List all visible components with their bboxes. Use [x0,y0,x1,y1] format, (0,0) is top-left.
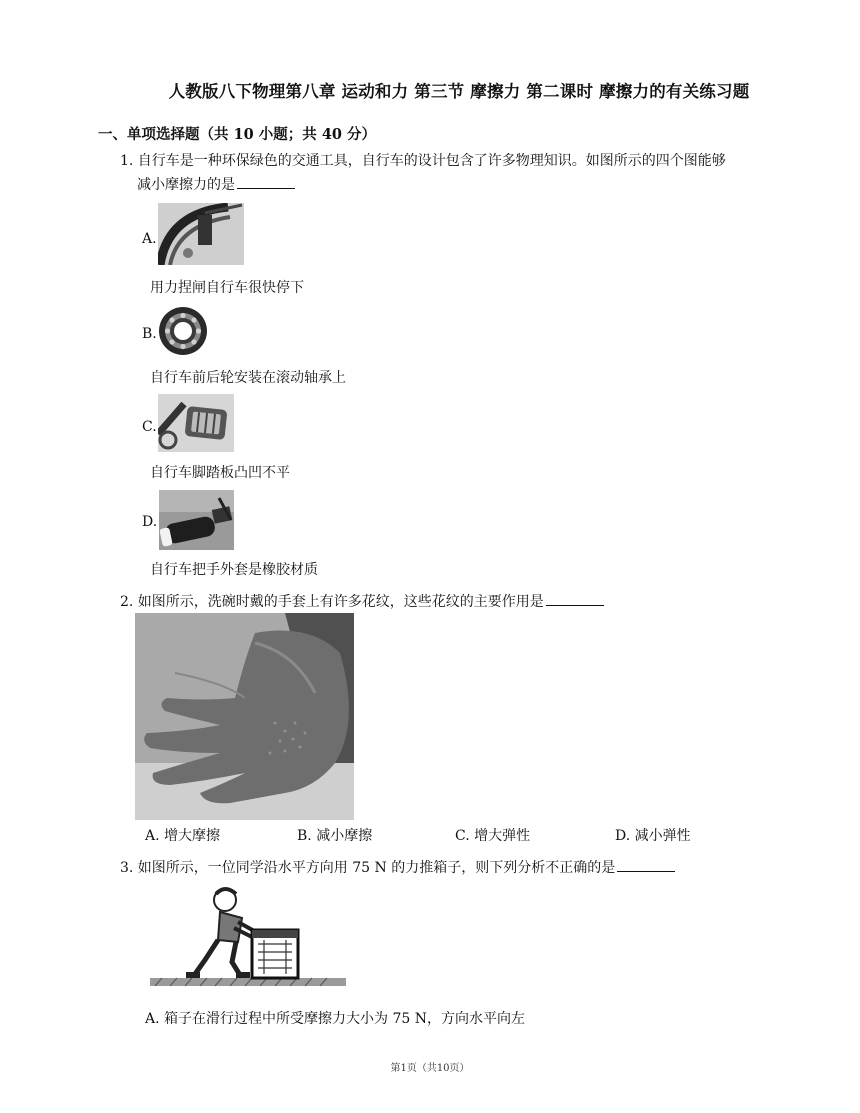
q1-option-d-letter: D. [142,514,158,530]
question-1-line-1: 1. 自行车是一种环保绿色的交通工具，自行车的设计包含了许多物理知识。如图所示的四个图能够 [120,153,726,169]
q2-option-c: C. 增大弹性 [455,828,531,844]
question-2-text: 2. 如图所示，洗碗时戴的手套上有许多花纹，这些花纹的主要作用是 [120,594,544,610]
answer-blank [617,857,675,872]
q2-option-d: D. 减小弹性 [615,828,691,844]
q2-option-a: A. 增大摩擦 [145,828,221,844]
boy-pushing-box-image [150,882,346,990]
q1-option-d-caption: 自行车把手外套是橡胶材质 [150,562,318,578]
answer-blank [237,174,295,189]
handlebar-grip-image [159,490,234,550]
page-title: 人教版八下物理第八章 运动和力 第三节 摩擦力 第二课时 摩擦力的有关练习题 [168,82,750,101]
q1-option-a-letter: A. [142,231,157,247]
rubber-gloves-image [135,613,354,820]
bike-pedal-image [158,394,234,452]
section-heading: 一、单项选择题（共 10 小题；共 40 分） [98,126,377,143]
question-3-stem [120,856,675,880]
answer-blank [546,591,604,606]
question-2-stem [120,590,604,614]
question-1-stem-end: 减小摩擦力的是 [137,177,235,193]
page-footer: 第1页（共10页） [390,1063,470,1074]
bike-brake-image [158,203,244,265]
q1-option-b-letter: B. [142,326,157,342]
ball-bearing-image [157,305,209,357]
question-1-line-2 [137,173,295,197]
q1-option-b-caption: 自行车前后轮安装在滚动轴承上 [150,370,346,386]
q1-option-c-caption: 自行车脚踏板凸凹不平 [150,465,290,481]
q1-option-c-letter: C. [142,419,157,435]
q3-option-a: A. 箱子在滑行过程中所受摩擦力大小为 75 N，方向水平向左 [145,1011,525,1027]
question-3-text: 3. 如图所示，一位同学沿水平方向用 75 N 的力推箱子，则下列分析不正确的是 [120,860,616,876]
q2-option-b: B. 减小摩擦 [297,828,373,844]
q1-option-a-caption: 用力捏闸自行车很快停下 [150,280,304,296]
